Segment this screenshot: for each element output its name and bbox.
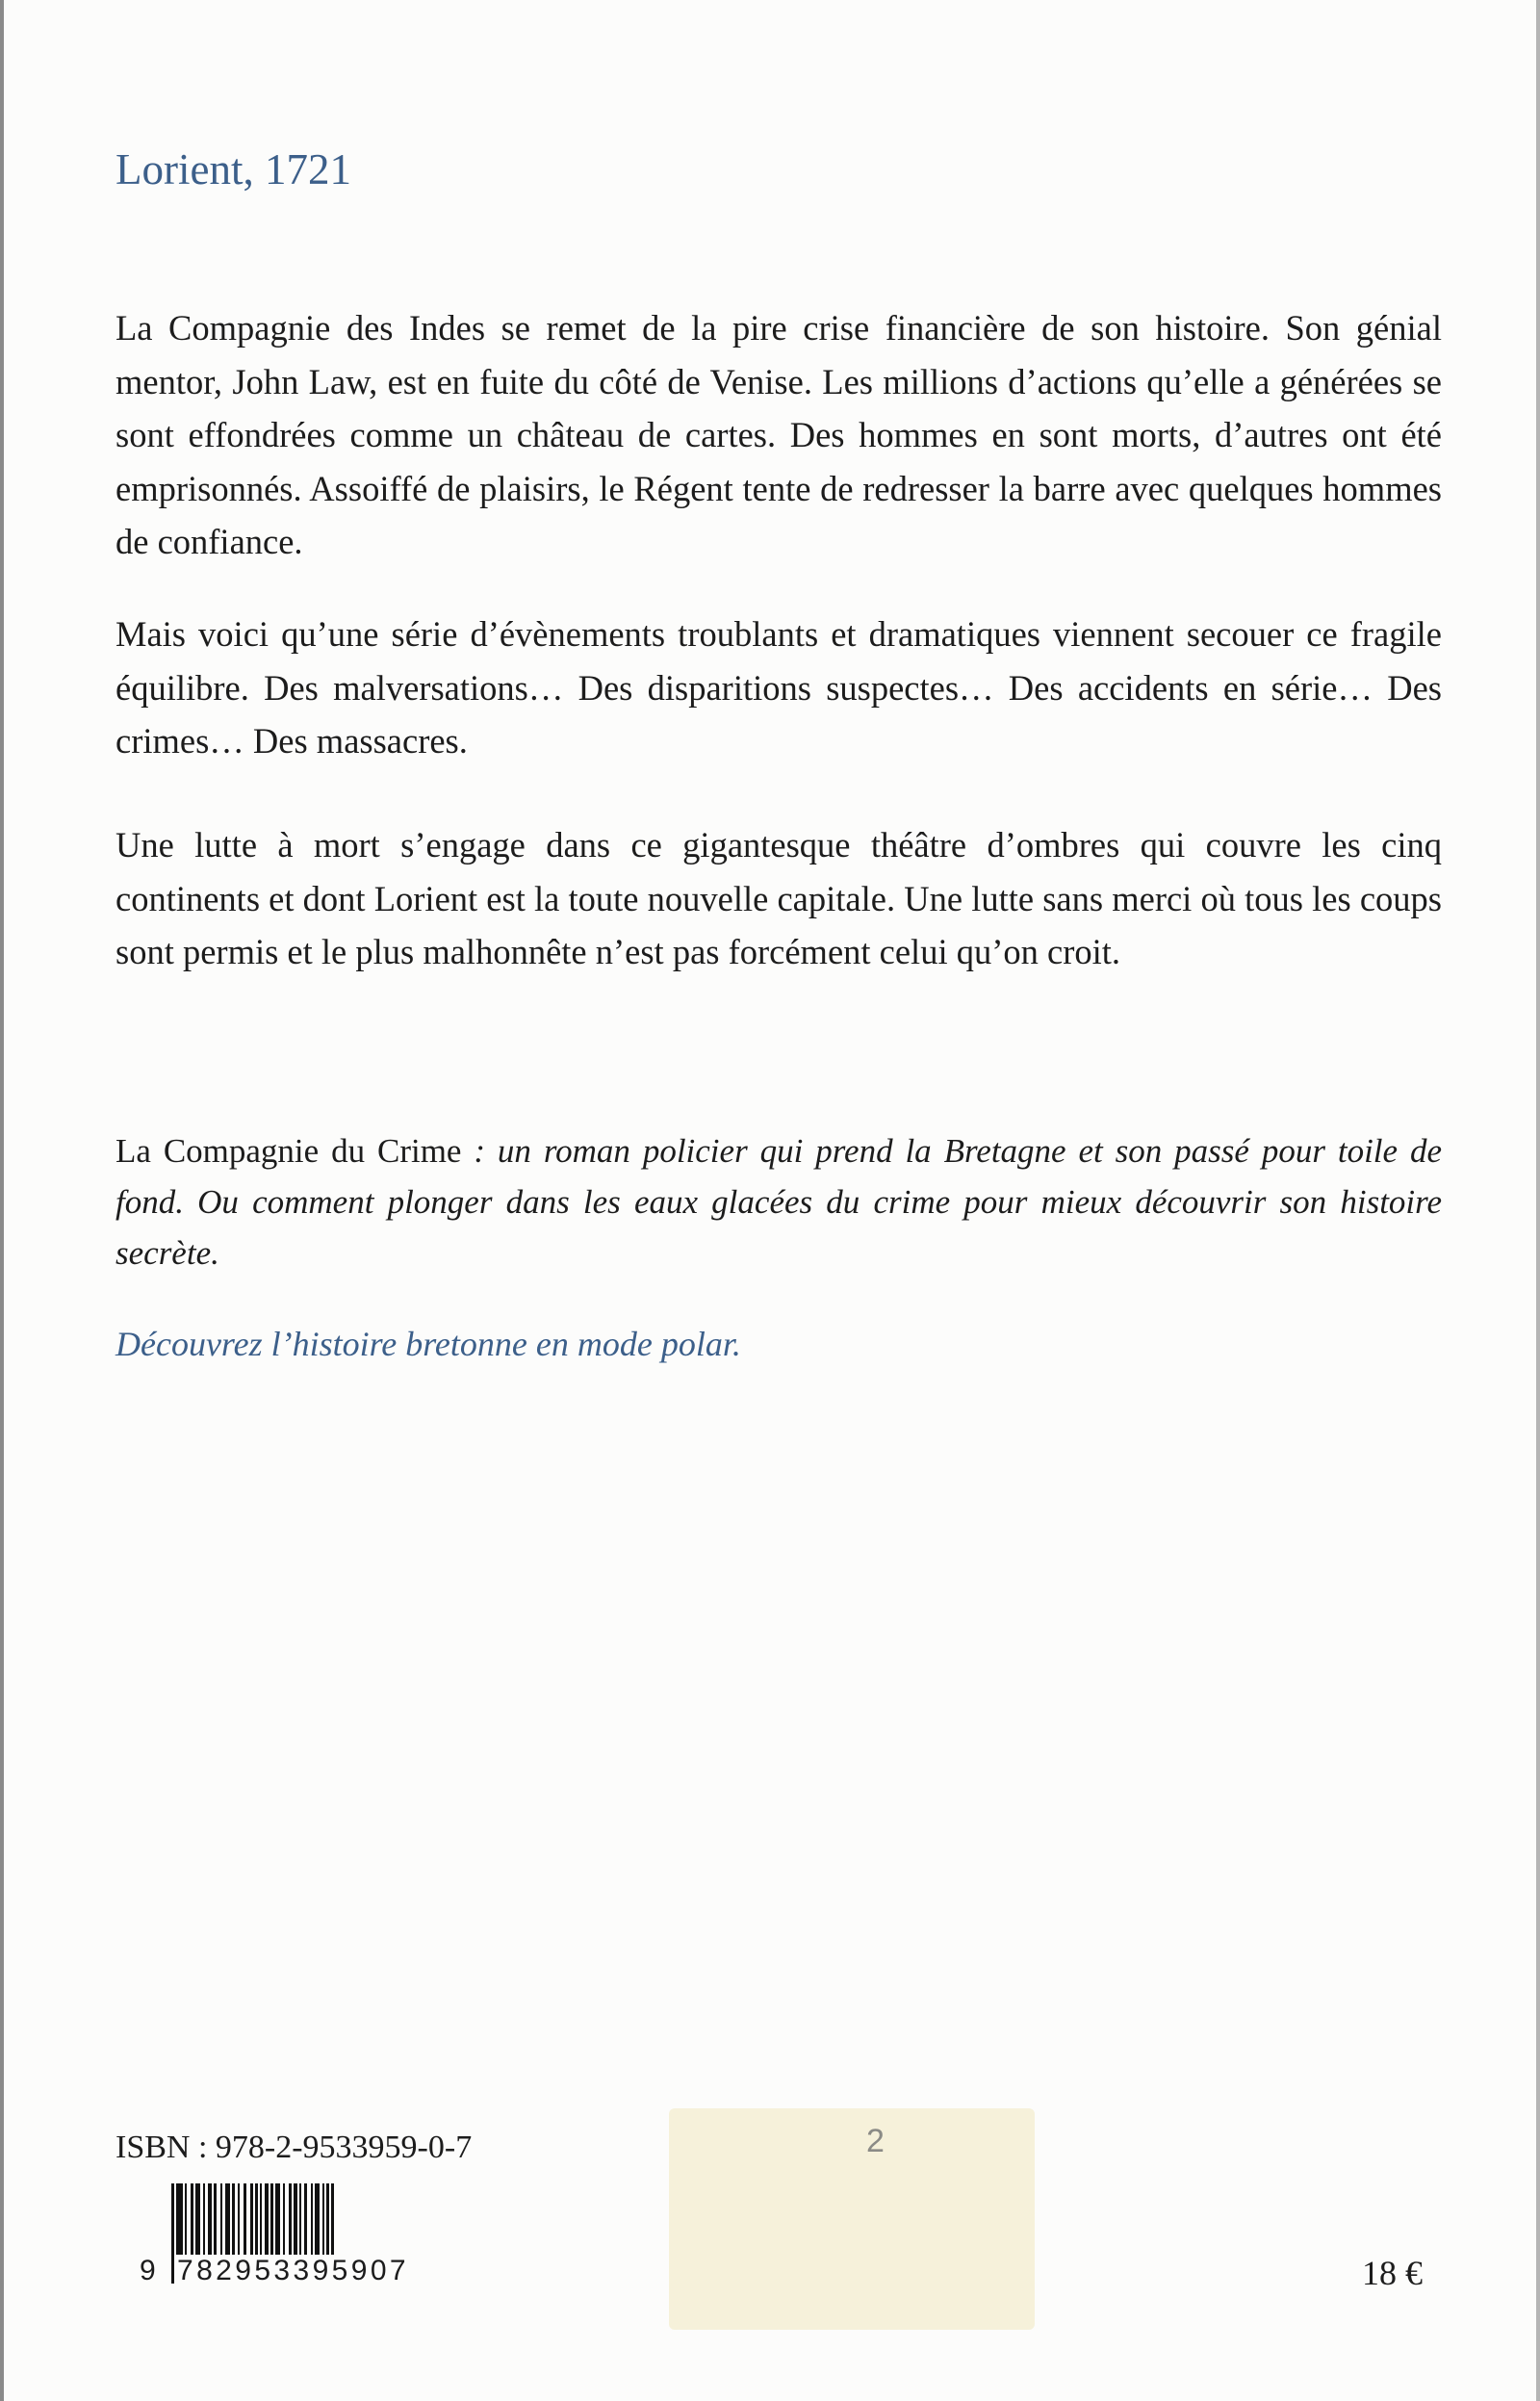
blurb-paragraph-1: La Compagnie des Indes se remet de la pire crise financière de son histoire. Son génial mentor, John Law, est en fuite du côté de Venise. Les millions d’actions qu’elle a générées se sont effondrées comme un château de cartes. Des hommes en sont morts, d’autres ont été emprisonnés. Assoiffé de plaisirs, le Régent tente de redresser la barre avec quelques hommes de confiance.: [116, 308, 1442, 561]
cover-heading: Lorient, 1721: [116, 145, 351, 194]
tagline: Découvrez l’histoire bretonne en mode polar.: [116, 1325, 741, 1363]
barcode-digits: 782953395907: [177, 2255, 410, 2286]
scan-edge-right: [1536, 0, 1540, 2401]
blurb-paragraph-2: Mais voici qu’une série d’évènements troublants et dramatiques viennent secouer ce fragile équilibre. Des malversations… Des disparitions suspectes… Des accidents en série… Des crimes… Des massacres.: [116, 614, 1442, 761]
scan-edge-left: [0, 0, 4, 2401]
book-pitch: : un roman policier qui prend la Bretagne et son passé pour toile de fond. Ou comment plonger dans les eaux glacées du crime pour mieux découvrir son histoire secrète.: [116, 1132, 1442, 1272]
book-title: La Compagnie du Crime: [116, 1132, 462, 1170]
sticker-mark: 2: [866, 2123, 885, 2159]
isbn-label: ISBN : 978-2-9533959-0-7: [116, 2130, 473, 2165]
book-summary: [116, 1125, 1442, 1278]
price-sticker-residue: [669, 2108, 1035, 2330]
barcode-first-digit: 9: [140, 2255, 156, 2286]
price-label: 18 €: [1362, 2254, 1423, 2292]
blurb-paragraph-3: Une lutte à mort s’engage dans ce gigantesque théâtre d’ombres qui couvre les cinq continents et dont Lorient est la toute nouvelle capitale. Une lutte sans merci où tous les coups sont permis et le plus malhonnête n’est pas forcément celui qu’on croit.: [116, 825, 1442, 971]
